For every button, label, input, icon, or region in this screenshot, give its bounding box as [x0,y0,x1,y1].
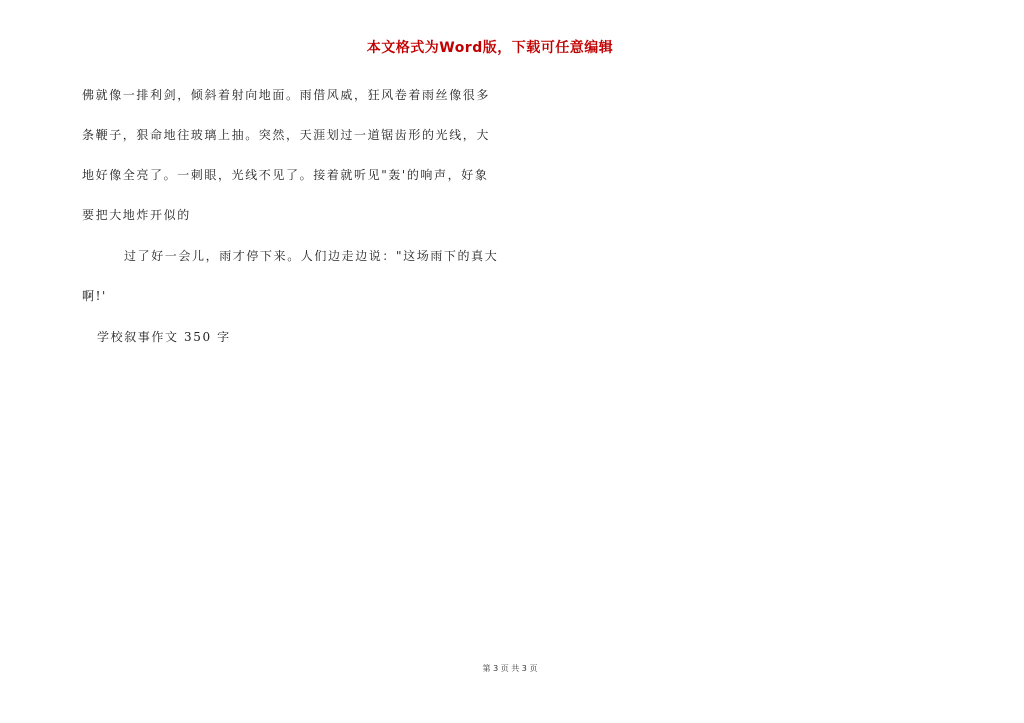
page-number-footer: 第 3 页 共 3 页 [482,664,538,673]
section-heading: 学校叙事作文 350 字 [97,330,231,344]
document-header-title: 本文格式为Word版，下载可任意编辑 [366,40,614,56]
body-line-6: 啊!' [82,289,107,303]
body-line-5-indented: 过了好一会儿，雨才停下来。人们边走边说："这场雨下的真大 [124,249,499,263]
body-line-1: 佛就像一排利剑，倾斜着射向地面。雨借风威，狂风卷着雨丝像很多 [82,88,491,102]
body-line-2: 条鞭子，狠命地往玻璃上抽。突然，天涯划过一道锯齿形的光线，大 [82,128,491,142]
body-line-4: 要把大地炸开似的 [82,208,191,222]
body-line-3: 地好像全亮了。一刺眼，光线不见了。接着就听见"轰'的响声，好象 [82,168,489,182]
